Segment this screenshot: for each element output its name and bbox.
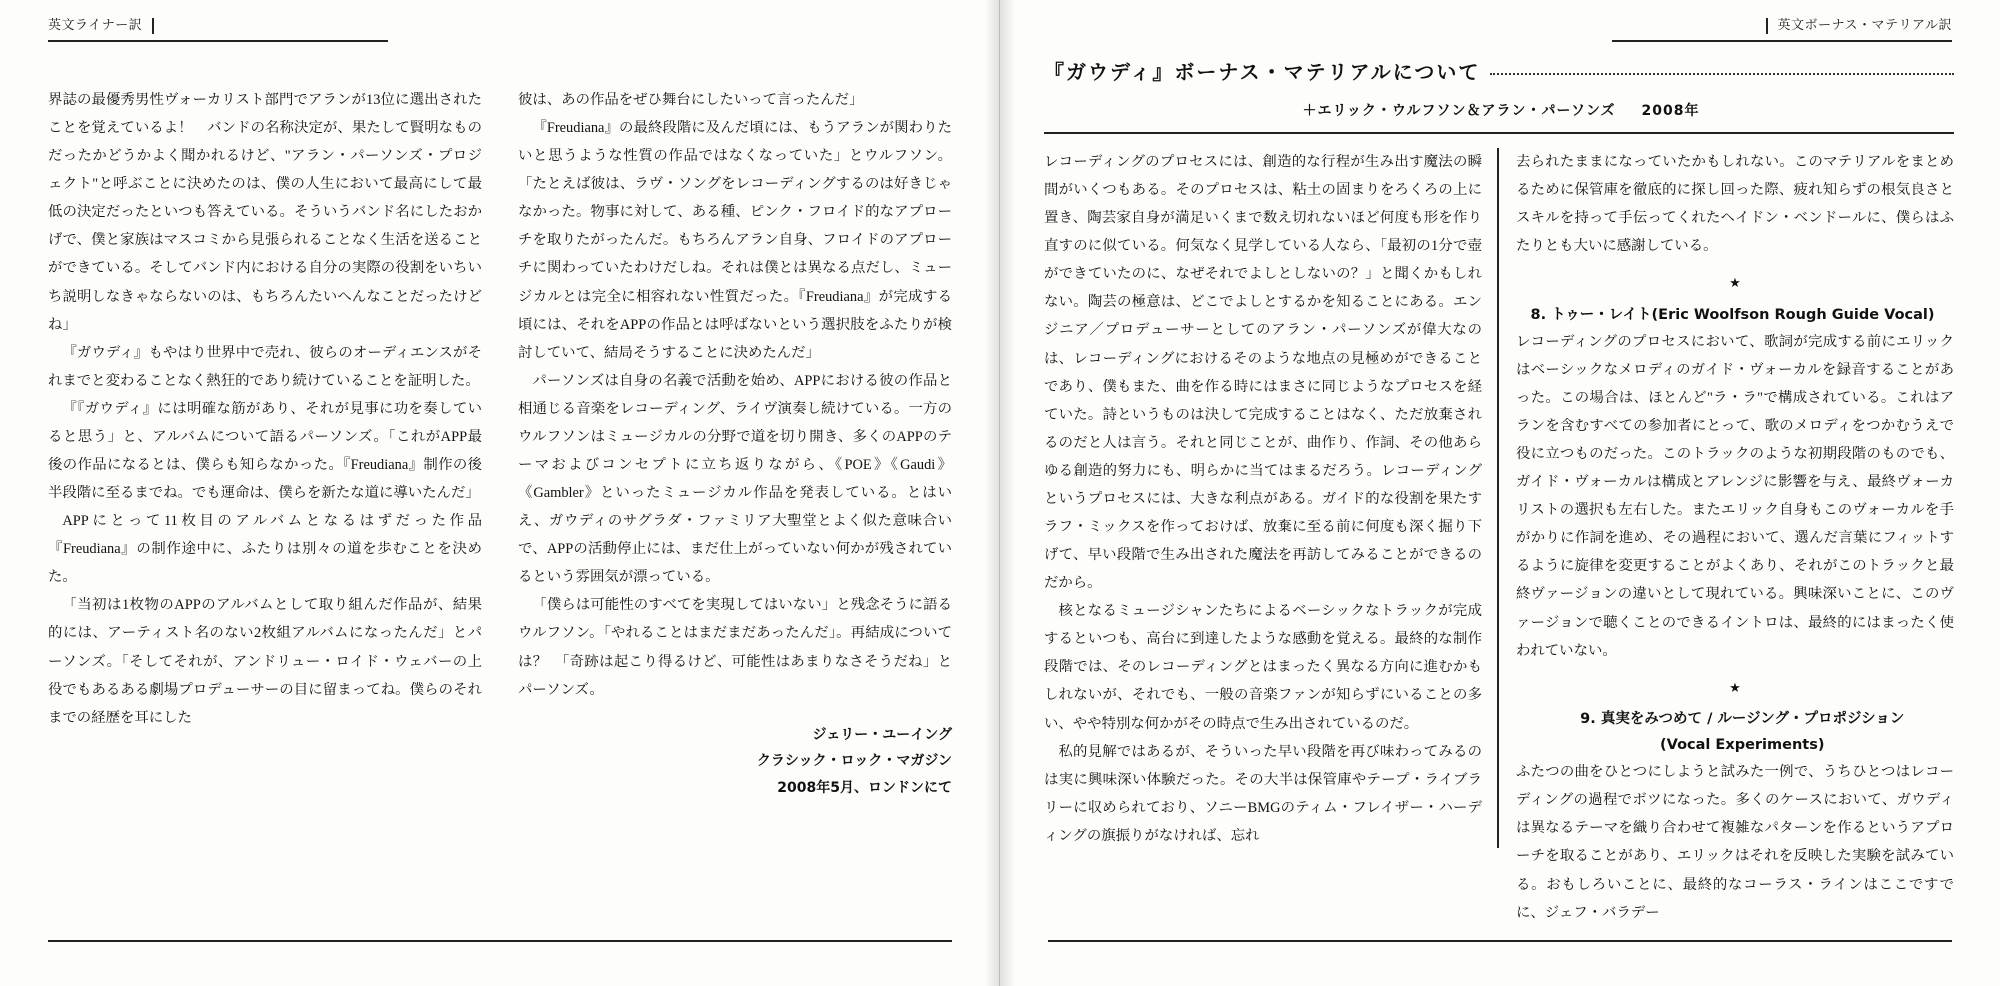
left-page-body (48, 86, 952, 896)
right-column-1 (1044, 148, 1482, 896)
right-running-head: 英文ボーナス・マテリアル訳 (1766, 18, 1952, 34)
paragraph: 界誌の最優秀男性ヴォーカリスト部門でアランが13位に選出されたことを覚えているよ！ バンドの名称決定が、果たして賢明なものだったかどうかよく聞かれるけど、"アラン・パーソンズ・プロジェクト"と呼ぶことに決めたのは、僕の人生において最高にして最低の決定だったといつも答えている。そういうバンド名にしたおかげで、僕と家族はマスコミから見張られることなく生活を送ることができている。そしてバンド内における自分の実際の役割をいちいち説明しなきゃならないのは、もちろんたいへんなことだったけどね」 (48, 92, 482, 333)
section-divider-star: ★ (1729, 275, 1741, 291)
paragraph: 私的見解ではあるが、そういった早い段階を再び味わってみるのは実に興味深い体験だった。その大半は保管庫やテープ・ライブラリーに収められており、ソニーBMGのティム・フレイザー・ハーディングの旗振りがなければ、忘れ (1044, 743, 1482, 844)
paragraph: レコーディングのプロセスには、創造的な行程が生み出す魔法の瞬間がいくつもある。そのプロセスは、粘土の固まりをろくろの上に置き、陶芸家自身が満足いくまで数え切れないほど何度も形を作り直すのに似ている。何気なく見学している人なら、「最初の1分で壺ができていたのに、なぜそれでよしとしないの？」と聞くかもしれない。陶芸の極意は、どこでよしとするかを知ることにある。エンジニア／プロデューサーとしてのアラン・パーソンズが偉大なのは、レコーディングにおけるそのような地点の見極めができることであり、僕もまた、曲を作る時にはまさに同じようなプロセスを経ていた。詩というものは決して完成することはなく、ただ放棄されるのだと人は言う。それと同じことが、曲作り、作詞、その他あらゆる創造的努力にも、明らかに当てはまるだろう。レコーディングというプロセスには、大きな利点がある。ガイド的な役割を果たすラフ・ミックスを作っておけば、放棄に至る前に何度も深く掘り下げて、早い段階で生み出された魔法を再訪してみることができるのだから。 (1044, 154, 1482, 592)
section-title-block (1044, 56, 1954, 85)
left-bottom-rule (48, 940, 952, 942)
signature-date: 2008年5月、ロンドンにて (777, 779, 952, 796)
paragraph: ふたつの曲をひとつにしようと試みた一例で、うちひとつはレコーディングの過程でボツになった。多くのケースにおいて、ガウディは異なるテーマを織り合わせて複雑なパターンを作るというアプローチを取ることがあり、エリックはそれを反映した実験を試みている。おもしろいことに、最終的なコーラス・ラインはここですでに、ジェフ・バラデー (1516, 764, 1954, 921)
page-title: 『ガウディ』ボーナス・マテリアルについて (1044, 60, 1481, 84)
left-column-2 (518, 86, 952, 896)
paragraph: 『Freudiana』の最終段階に及んだ頃には、もうアランが関わりたいと思うような性質の作品ではなくなっていた」とウルフソン。「たとえば彼は、ラヴ・ソングをレコーディングするのは好きじゃなかった。物事に対して、ある種、ピンク・フロイド的なアプローチを取りたがったんだ。もちろんアラン自身、フロイドのアプローチに関わっていたわけだしね。それは僕とは異なる点だし、ミュージカルとは完全に相容れない性質だった。『Freudiana』が完成する頃には、それをAPPの作品とは呼ばないという選択肢をふたりが検討していて、結局そうすることに決めたんだ」 (518, 120, 952, 361)
track-heading-8: 8. トゥー・レイト(Eric Woolfson Rough Guide Vocal) (1530, 306, 1935, 323)
signature-publication: クラシック・ロック・マガジン (756, 753, 952, 770)
title-dot-leader (1490, 73, 1954, 75)
byline (1046, 100, 1956, 120)
track-heading-9: 9. 真実をみつめて / ルージング・プロポジション (1580, 711, 1905, 728)
paragraph: 『ガウディ』もやはり世界中で売れ、彼らのオーディエンスがそれまでと変わることなく熱狂的であり続けていることを証明した。 (48, 344, 482, 389)
paragraph: 「僕らは可能性のすべてを実現してはいない」と残念そうに語るウルフソン。「やれることはまだまだあったんだ」。再結成については？ 「奇跡は起こり得るけど、可能性はあまりなさそうだね」とパーソンズ。 (518, 597, 952, 698)
paragraph: レコーディングのプロセスにおいて、歌詞が完成する前にエリックはベーシックなメロディのガイド・ヴォーカルを録音することがあった。この場合は、ほとんど"ラ・ラ"で構成されている。これはアランを含むすべての参加者にとって、歌のメロディをつかむうえで役に立つものだった。このトラックのような初期段階のものでも、ガイド・ヴォーカルは構成とアレンジに影響を与え、最終ヴォーカリストの選択も左右した。またエリック自身もこのヴォーカルを手がかりに作詞を進め、その過程において、選んだ言葉にフィットするように旋律を変更することがよくあり、それがこのトラックと最終ヴァージョンの違いとして現れている。興味深いことに、このヴァージョンで聴くことのできるイントロは、最終的にはまったく使われていない。 (1516, 333, 1954, 659)
paragraph: APPにとって11枚目のアルバムとなるはずだった作品『Freudiana』の制作途中に、ふたりは別々の道を歩むことを決めた。 (48, 513, 482, 586)
byline-rule (1044, 132, 1954, 134)
paragraph: 彼は、あの作品をぜひ舞台にしたいって言ったんだ」 (518, 92, 864, 108)
left-running-head: 英文ライナー訳 (48, 18, 154, 34)
paragraph: 去られたままになっていたかもしれない。このマテリアルをまとめるために保管庫を徹底的に探し回った際、疲れ知らずの根気良さとスキルを持って手伝ってくれたヘイドン・ベンドールに、僕らはふたりとも大いに感謝している。 (1516, 154, 1954, 255)
right-page (1000, 0, 2000, 986)
right-bottom-rule (1048, 940, 1952, 942)
right-page-body (1044, 148, 1954, 921)
byline-year: 2008年 (1641, 103, 1700, 119)
section-divider-star: ★ (1729, 679, 1741, 695)
right-column-2 (1516, 148, 1954, 921)
left-top-rule (48, 40, 388, 42)
track-heading-9-sub: (Vocal Experiments) (1660, 737, 1825, 754)
right-top-rule (1612, 40, 1952, 42)
byline-authors: ＋エリック・ウルフソン＆アラン・パーソンズ (1302, 103, 1616, 119)
paragraph: 「当初は1枚物のAPPのアルバムとして取り組んだ作品が、結果的には、アーティスト名のない2枚組アルバムになったんだ」とパーソンズ。「そしてそれが、アンドリュー・ロイド・ウェバーの上役でもあるある劇場プロデューサーの目に留まってね。僕らのそれまでの経歴を耳にした (48, 597, 482, 726)
paragraph: 『『ガウディ』には明確な筋があり、それが見事に功を奏していると思う」と、アルバムについて語るパーソンズ。「これがAPP最後の作品になるとは、僕らも知らなかった。『Freudiana』制作の後半段階に至るまでね。でも運命は、僕らを新たな道に導いたんだ」 (48, 400, 482, 502)
left-column-1 (48, 86, 482, 896)
paragraph: パーソンズは自身の名義で活動を始め、APPにおける彼の作品と相通じる音楽をレコーディング、ライヴ演奏し続けている。一方のウルフソンはミュージカルの分野で道を切り開き、多くのAPPのテーマおよびコンセプトに立ち返りながら、《POE》《Gaudi》《Gambler》といったミュージカル作品を発表している。とはいえ、ガウディのサグラダ・ファミリア大聖堂とよく似た意味合いで、APPの活動停止には、まだ仕上がっていない何かが残されているという雰囲気が漂っている。 (518, 372, 952, 586)
paragraph: 核となるミュージシャンたちによるベーシックなトラックが完成するといつも、高台に到達したような感動を覚える。最終的な制作段階では、そのレコーディングとはまったく異なる方向に進むかもしれないが、それでも、一般の音楽ファンが知らずにいることの多い、やや特別な何かがその時点で生み出されているのだ。 (1044, 603, 1482, 732)
article-signature (518, 722, 952, 802)
signature-author: ジェリー・ユーイング (812, 726, 952, 743)
